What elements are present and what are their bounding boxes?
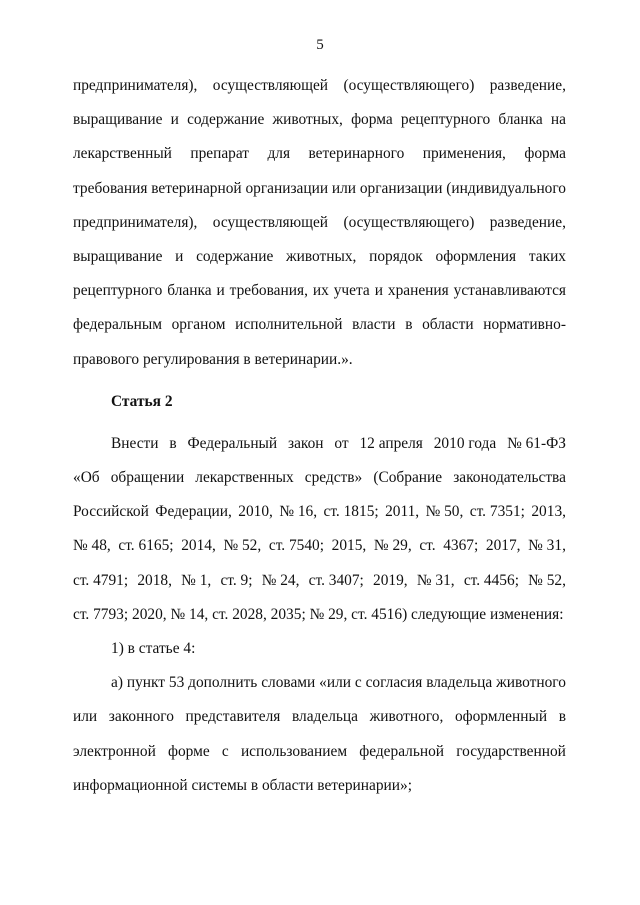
article-heading: Статья 2 xyxy=(111,392,173,410)
word: организации xyxy=(359,179,443,197)
word: «или xyxy=(319,674,351,692)
word: животных, xyxy=(272,111,343,129)
word: 4367; xyxy=(443,537,479,555)
word: 2010, xyxy=(238,503,273,521)
word: № 29, xyxy=(373,537,412,555)
word: Федеральный xyxy=(187,434,278,452)
text-line xyxy=(73,702,566,736)
text-line xyxy=(73,276,566,310)
word: требования, xyxy=(229,282,308,300)
word: ст. 7351; xyxy=(469,503,525,521)
word: использованием xyxy=(240,742,348,760)
word: организации xyxy=(245,179,329,197)
text-line xyxy=(73,242,566,276)
word: ст. 3407; xyxy=(308,571,364,589)
text-line-last: информационной системы в области ветеринарии»; xyxy=(73,776,412,794)
word: ст. 4791; xyxy=(73,571,129,589)
text-line xyxy=(73,497,566,531)
word: и xyxy=(216,282,225,300)
word: оформления xyxy=(435,247,517,265)
word: ст. 1815; xyxy=(323,503,379,521)
word: дополнить xyxy=(188,674,258,692)
word: № 16, xyxy=(279,503,318,521)
word: выращивание xyxy=(73,111,163,129)
word: осуществляющей xyxy=(212,77,329,94)
document-body xyxy=(73,71,566,805)
word: животного xyxy=(496,674,566,692)
word: средств» xyxy=(304,469,363,487)
list-item-heading: 1) в статье 4: xyxy=(111,640,196,657)
word: содержание xyxy=(196,247,274,265)
word: федеральным xyxy=(73,316,162,334)
text-line xyxy=(73,71,566,105)
word: области xyxy=(422,316,474,334)
word: в xyxy=(405,316,413,334)
word: (индивидуального xyxy=(446,179,566,197)
paragraph-continuation xyxy=(73,71,566,379)
word: № 48, xyxy=(73,537,111,555)
word: власти xyxy=(352,316,396,334)
word: (Собрание xyxy=(373,469,443,487)
word: а) xyxy=(111,674,123,692)
word: от xyxy=(334,434,349,452)
word: форма xyxy=(351,111,393,129)
word: содержание xyxy=(187,111,265,129)
text-line xyxy=(73,139,566,173)
word: таких xyxy=(528,247,566,265)
word: на xyxy=(550,111,566,129)
word: (осуществляющего) xyxy=(343,213,475,231)
text-line xyxy=(73,463,566,497)
word: учета xyxy=(333,282,370,300)
word: ст. 9; xyxy=(220,571,253,589)
word: рецептурного xyxy=(400,111,491,129)
word: нормативно- xyxy=(483,316,566,334)
word: 2015, xyxy=(331,537,367,555)
word: форме xyxy=(168,742,210,760)
word: животных, xyxy=(286,247,357,265)
word: законного xyxy=(108,708,174,726)
text-line xyxy=(73,105,566,139)
word: бланка xyxy=(167,282,212,300)
word: государственной xyxy=(456,742,566,760)
word: ст. xyxy=(419,537,436,555)
word: 53 xyxy=(168,674,185,692)
word: электронной xyxy=(73,742,156,760)
word: порядок xyxy=(369,247,423,265)
word: и xyxy=(374,282,383,300)
word: в xyxy=(169,434,177,452)
word: закон xyxy=(288,434,324,452)
word: устанавливаются xyxy=(453,282,566,300)
word: владельца xyxy=(426,674,493,692)
word: ст. 7540; xyxy=(268,537,325,555)
word: с xyxy=(221,742,229,760)
word: Российской xyxy=(73,503,149,521)
word: 2013, xyxy=(531,503,566,521)
word: лекарственных xyxy=(195,469,294,487)
text-line xyxy=(73,668,566,702)
word: выращивание xyxy=(73,247,163,265)
text-line xyxy=(73,566,566,600)
word: «Об xyxy=(73,469,100,487)
word: хранения xyxy=(387,282,449,300)
word: 12 апреля xyxy=(359,434,423,452)
word: в xyxy=(558,708,566,726)
text-line xyxy=(73,174,566,208)
word: (осуществляющего) xyxy=(343,77,475,94)
word: 2014, xyxy=(181,537,216,555)
word: пункт xyxy=(126,674,166,692)
text-line-last: правового регулирования в ветеринарии.». xyxy=(73,350,353,368)
word: № 1, xyxy=(181,571,212,589)
word: предпринимателя), xyxy=(73,77,198,94)
word: 2011, xyxy=(385,503,420,521)
word: 2017, xyxy=(485,537,521,555)
word: лекарственный xyxy=(73,145,172,163)
word: № 52, xyxy=(528,571,566,589)
sub-item-paragraph xyxy=(73,668,566,805)
word: ст. 4456; xyxy=(463,571,519,589)
word: 2010 года xyxy=(433,434,497,452)
word: Федерации, xyxy=(155,503,232,521)
word: рецептурного xyxy=(73,282,163,300)
text-line xyxy=(73,429,566,463)
word: № 50, xyxy=(425,503,464,521)
word: осуществляющей xyxy=(212,213,329,231)
word: препарат xyxy=(190,145,250,163)
word: форма xyxy=(524,145,566,163)
word: согласия xyxy=(365,674,423,692)
word: разведение, xyxy=(489,213,566,231)
word: № 61-ФЗ xyxy=(507,434,566,452)
word: животного, xyxy=(369,708,444,726)
word: с xyxy=(354,674,362,692)
word: ст. 6165; xyxy=(118,537,174,555)
text-line xyxy=(73,310,566,344)
word: разведение, xyxy=(489,77,566,94)
word: 2018, xyxy=(137,571,172,589)
word: Внести xyxy=(111,434,159,452)
word: ветеринарной xyxy=(151,179,242,197)
word: словами xyxy=(261,674,316,692)
text-line xyxy=(73,531,566,565)
word: или xyxy=(331,179,357,197)
word: и xyxy=(170,111,179,129)
word: 2019, xyxy=(373,571,408,589)
page-number: 5 xyxy=(316,37,324,53)
word: № 31, xyxy=(528,537,566,555)
word: для xyxy=(267,145,291,163)
word: или xyxy=(73,708,98,726)
word: федеральной xyxy=(359,742,445,760)
word: бланка xyxy=(498,111,543,129)
word: исполнительной xyxy=(235,316,343,334)
word: владельца xyxy=(291,708,358,726)
word: оформленный xyxy=(454,708,548,726)
article-paragraph xyxy=(73,429,566,634)
word: представителя xyxy=(185,708,281,726)
word: требования xyxy=(73,179,148,197)
text-line-last: ст. 7793; 2020, № 14, ст. 2028, 2035; № 29, ст. 4516) следующие изменения: xyxy=(73,605,564,623)
word: органом xyxy=(171,316,226,334)
word: и xyxy=(175,247,184,265)
word: № 24, xyxy=(261,571,300,589)
word: № 52, xyxy=(223,537,262,555)
word: № 31, xyxy=(416,571,455,589)
word: предпринимателя), xyxy=(73,213,198,231)
text-line xyxy=(73,737,566,771)
word: законодательства xyxy=(453,469,566,487)
word: обращении xyxy=(110,469,185,487)
text-line xyxy=(73,208,566,242)
word: применения, xyxy=(422,145,506,163)
word: их xyxy=(312,282,329,300)
word: ветеринарного xyxy=(308,145,405,163)
